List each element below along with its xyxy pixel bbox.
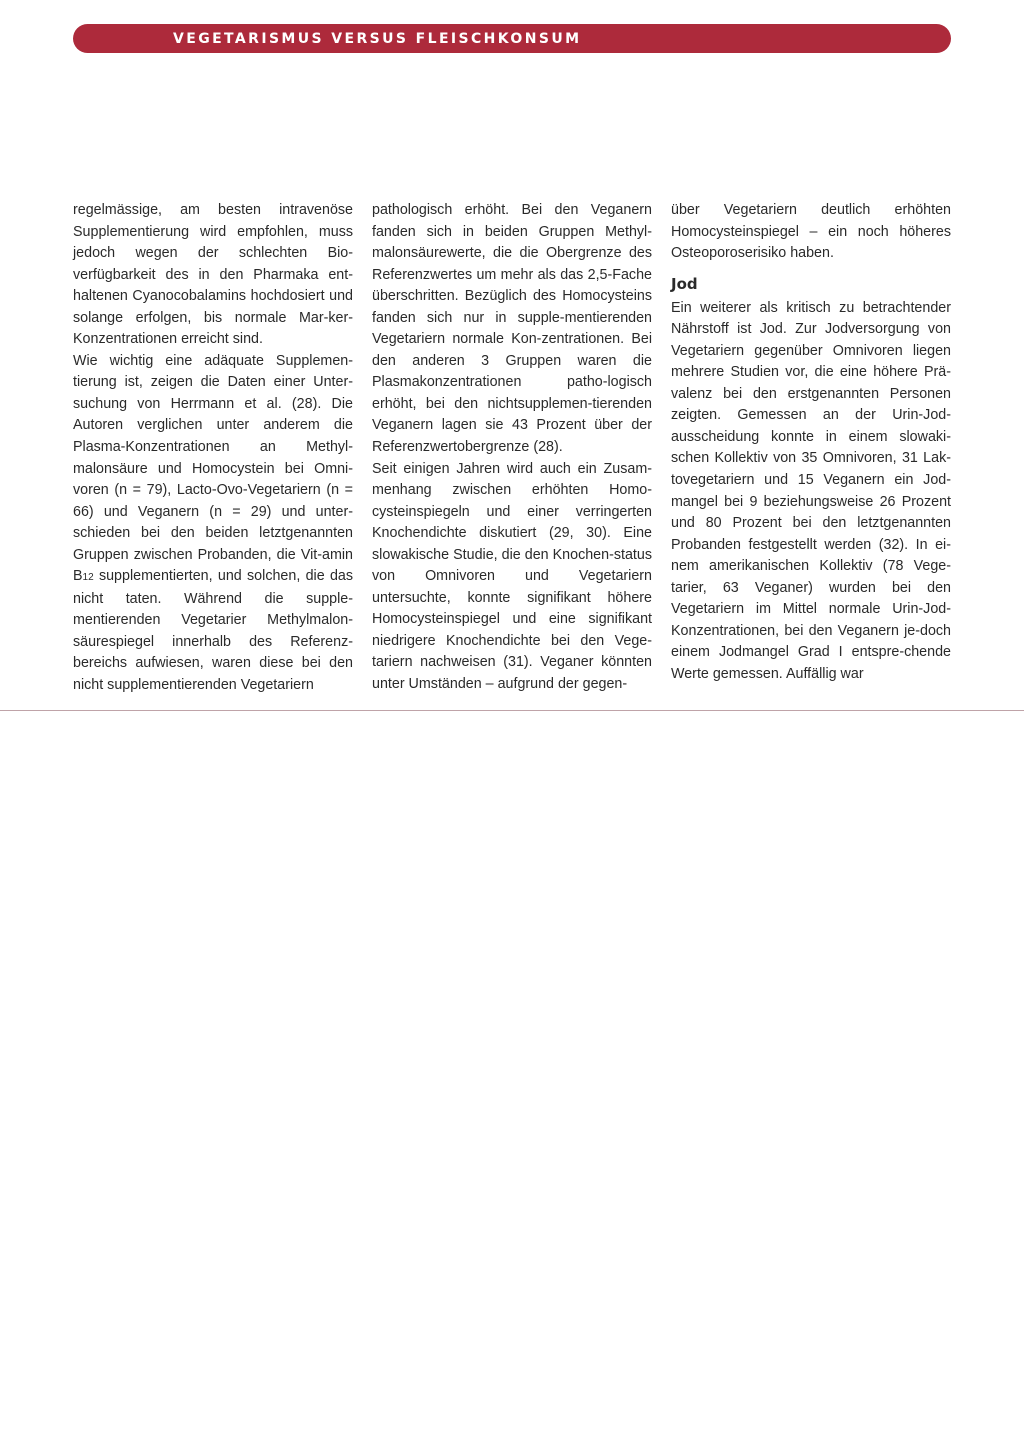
- paragraph-text: supplementierten, und solchen, die das nicht taten. Während die supple-mentierenden Vegetarier Methylmalon-säurespiegel innerhalb des Referenz-bereichs aufwiesen, waren diese bei den nicht supplementierenden Vegetariern: [73, 568, 353, 694]
- running-header-title: VEGETARISMUS VERSUS FLEISCHKONSUM: [173, 31, 582, 47]
- text-column-3: [671, 200, 951, 685]
- subscript-12: 12: [82, 572, 94, 584]
- paragraph: Ein weiterer als kritisch zu betrachtender Nährstoff ist Jod. Zur Jodversorgung von Vegetariern gegenüber Omnivoren liegen mehrere Studien vor, die eine höhere Prä-valenz bei den erstgenannten Personen zeigten. Gemessen an der Urin-Jod-ausscheidung konnte in einem slowaki-schen Kollektiv von 35 Omnivoren, 31 Lak-tovegetariern und 15 Veganern ein Jod-mangel bei 9 beziehungsweise 26 Prozent und 80 Prozent bei den letztgenannten Probanden festgestellt werden (32). In ei-nem amerikanischen Kollektiv (78 Vege-tarier, 63 Veganer) wurden bei den Vegetariern im Mittel normale Urin-Jod-Konzentrationen, bei den Veganern je-doch einem Jodmangel Grad I entspre-chende Werte gemessen. Auffällig war: [671, 299, 951, 682]
- text-column-2: [372, 200, 652, 696]
- paragraph: über Vegetariern deutlich erhöhten Homocysteinspiegel – ein noch höheres Osteoporoserisiko haben.: [671, 202, 951, 262]
- paragraph-text: Wie wichtig eine adäquate Supplemen-tierung ist, zeigen die Daten einer Unter-suchung von Herrmann et al. (28). Die Autoren verglichen unter anderem die Plasma-Konzentrationen an Methyl-malonsäure und Homocystein bei Omni-voren (n = 79), Lacto-Ovo-Vegetariern (n = 66) und Veganern (n = 29) und unter-schieden bei den beiden letztgenannten Gruppen zwischen Probanden, die Vit-amin B: [73, 352, 353, 585]
- text-column-1: [73, 200, 353, 697]
- paragraph: pathologisch erhöht. Bei den Veganern fanden sich in beiden Gruppen Methyl-malonsäurewerte, die die Obergrenze des Referenzwertes um mehr als das 2,5-Fache überschritten. Bezüglich des Homocysteins fanden sich nur in supple-mentierenden Vegetariern normale Kon-zentrationen. Bei den anderen 3 Gruppen waren die Plasmakonzentrationen patho-logisch erhöht, bei den nichtsupplemen-tierenden Veganern lagen sie 43 Prozent über der Referenzwertobergrenze (28).: [372, 202, 652, 456]
- paragraph: Seit einigen Jahren wird auch ein Zusam-menhang zwischen erhöhten Homo-cysteinspiegeln und einer verringerten Knochendichte diskutiert (29, 30). Eine slowakische Studie, die den Knochen-status von Omnivoren und Vegetariern untersuchte, konnte signifikant höhere Homocysteinspiegel und eine signifikant niedrigere Knochendichte bei den Vege-tariern nachweisen (31). Veganer könnten unter Umständen – aufgrund der gegen-: [372, 460, 652, 693]
- paragraph: regelmässige, am besten intravenöse Supplementierung wird empfohlen, muss jedoch wegen der schlechten Bio-verfügbarkeit des in den Pharmaka ent-haltenen Cyanocobalamins hochdosiert und solange erfolgen, bis normale Mar-ker-Konzentrationen erreicht sind.: [73, 202, 353, 348]
- header-bar: [73, 24, 951, 53]
- section-heading-jod: Jod: [671, 274, 698, 293]
- paragraph: [73, 351, 353, 697]
- page-divider-line: [0, 710, 1024, 711]
